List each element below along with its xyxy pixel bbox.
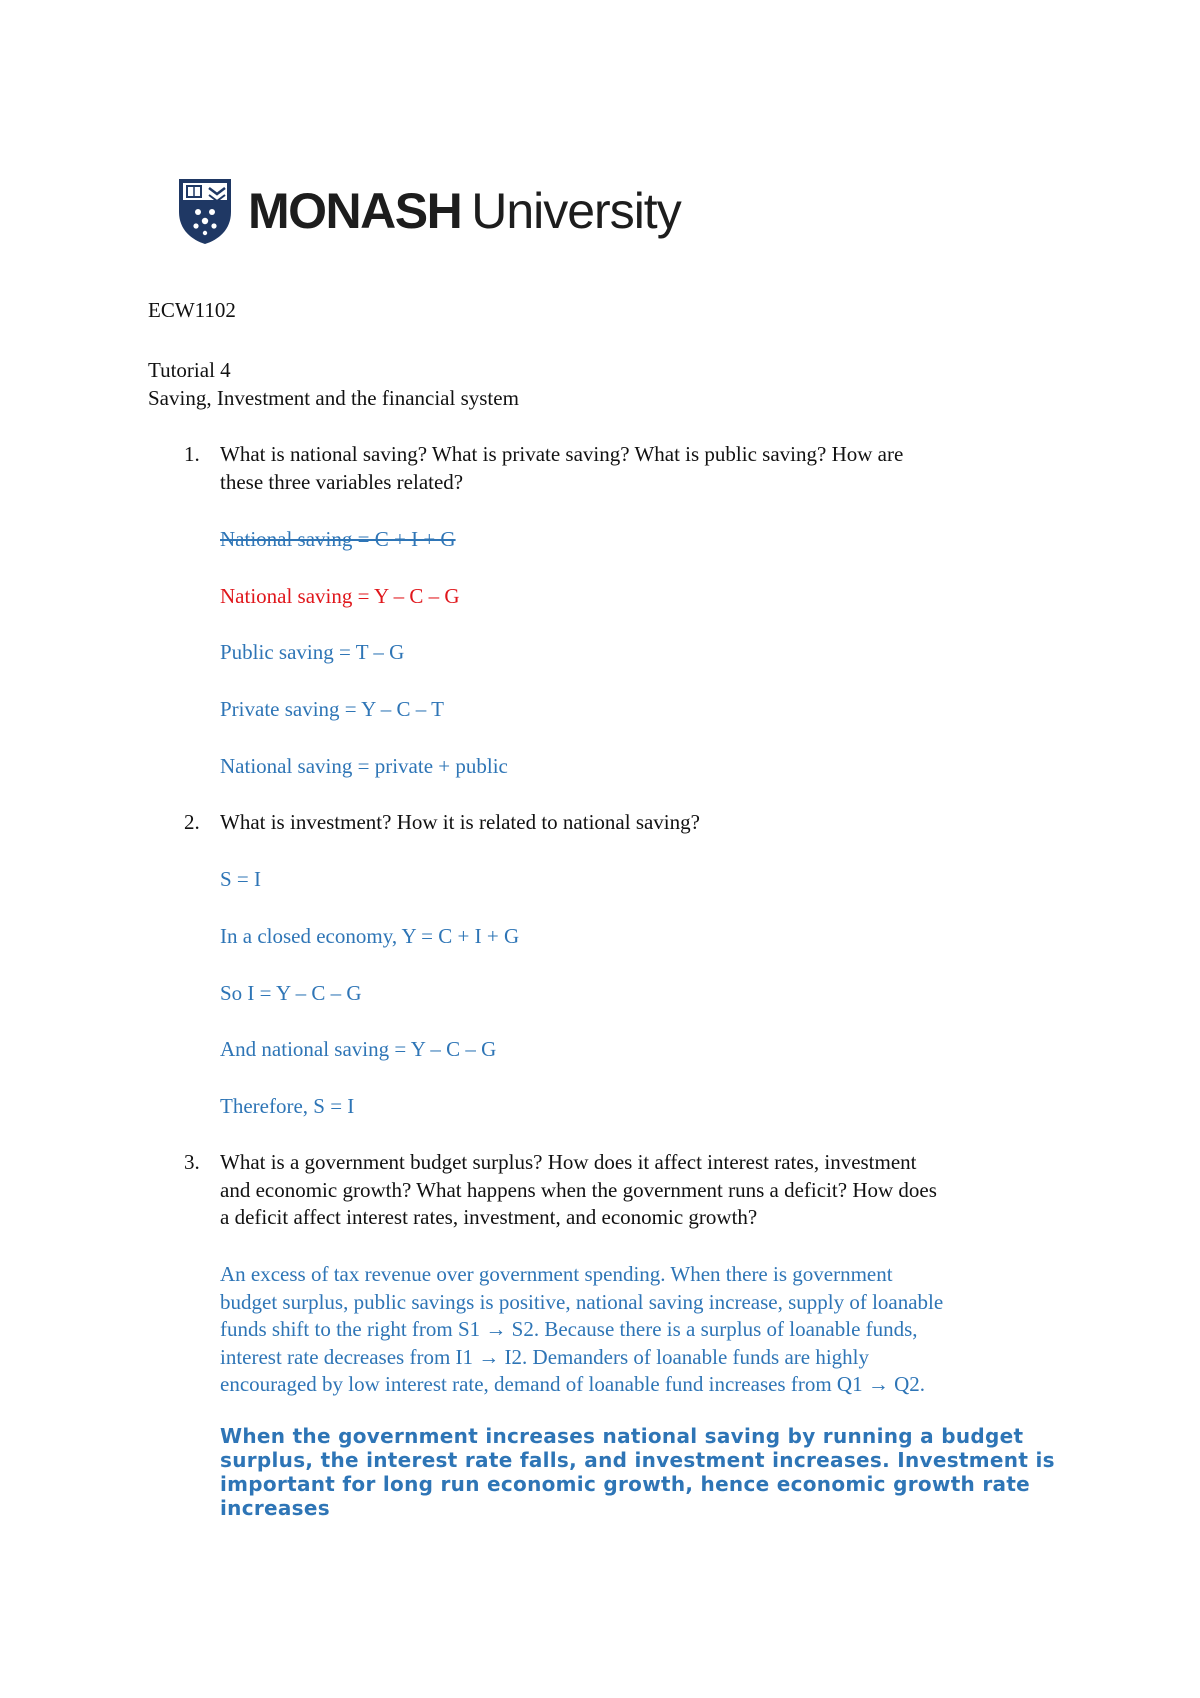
question-1-line-2: these three variables related? — [220, 470, 464, 494]
logo-name-bold: MONASH — [248, 183, 462, 239]
tutorial-title: Tutorial 4 — [148, 358, 231, 382]
monash-crest-icon — [176, 176, 234, 246]
bold-answer-line: When the government increases national saving by running a budget — [220, 1424, 1024, 1448]
answer-line: So I = Y – C – G — [220, 981, 362, 1005]
answer-struck: National saving = C + I + G — [220, 527, 456, 551]
question-2-line-1: What is investment? How it is related to national saving? — [220, 810, 700, 834]
answer-paragraph-line: encouraged by low interest rate, demand of loanable fund increases from Q1 → Q2. — [220, 1372, 926, 1396]
answer-line: Public saving = T – G — [220, 640, 405, 664]
answer-corrected: National saving = Y – C – G — [220, 584, 460, 608]
bold-answer-line: important for long run economic growth, hence economic growth rate — [220, 1472, 1031, 1496]
question-3-line-1: What is a government budget surplus? How does it affect interest rates, investment — [220, 1150, 917, 1174]
question-3-line-2: and economic growth? What happens when the government runs a deficit? How does — [220, 1178, 937, 1202]
answer-line: Private saving = Y – C – T — [220, 697, 444, 721]
answer-paragraph-line: budget surplus, public savings is positive, national saving increase, supply of loanable — [220, 1290, 944, 1314]
question-number: 3. — [184, 1150, 200, 1174]
answer-line: S = I — [220, 867, 262, 891]
question-1-line-1: What is national saving? What is private saving? What is public saving? How are — [220, 442, 904, 466]
question-number: 2. — [184, 810, 200, 834]
answer-paragraph-line: funds shift to the right from S1 → S2. Because there is a surplus of loanable funds, — [220, 1317, 918, 1341]
tutorial-topic: Saving, Investment and the financial system — [148, 386, 519, 410]
monash-logo — [176, 176, 681, 246]
answer-line: And national saving = Y – C – G — [220, 1037, 497, 1061]
logo-wordmark — [248, 183, 681, 239]
bold-answer-line: surplus, the interest rate falls, and investment increases. Investment is — [220, 1448, 1055, 1472]
course-code: ECW1102 — [148, 298, 236, 322]
answer-line: National saving = private + public — [220, 754, 508, 778]
bold-answer-line: increases — [220, 1496, 330, 1520]
question-number: 1. — [184, 442, 200, 466]
answer-paragraph-line: interest rate decreases from I1 → I2. Demanders of loanable funds are highly — [220, 1345, 870, 1369]
answer-paragraph-line: An excess of tax revenue over government spending. When there is government — [220, 1262, 893, 1286]
answer-line: Therefore, S = I — [220, 1094, 355, 1118]
logo-name-regular: University — [471, 183, 681, 239]
answer-line: In a closed economy, Y = C + I + G — [220, 924, 520, 948]
question-3-line-3: a deficit affect interest rates, investment, and economic growth? — [220, 1205, 758, 1229]
